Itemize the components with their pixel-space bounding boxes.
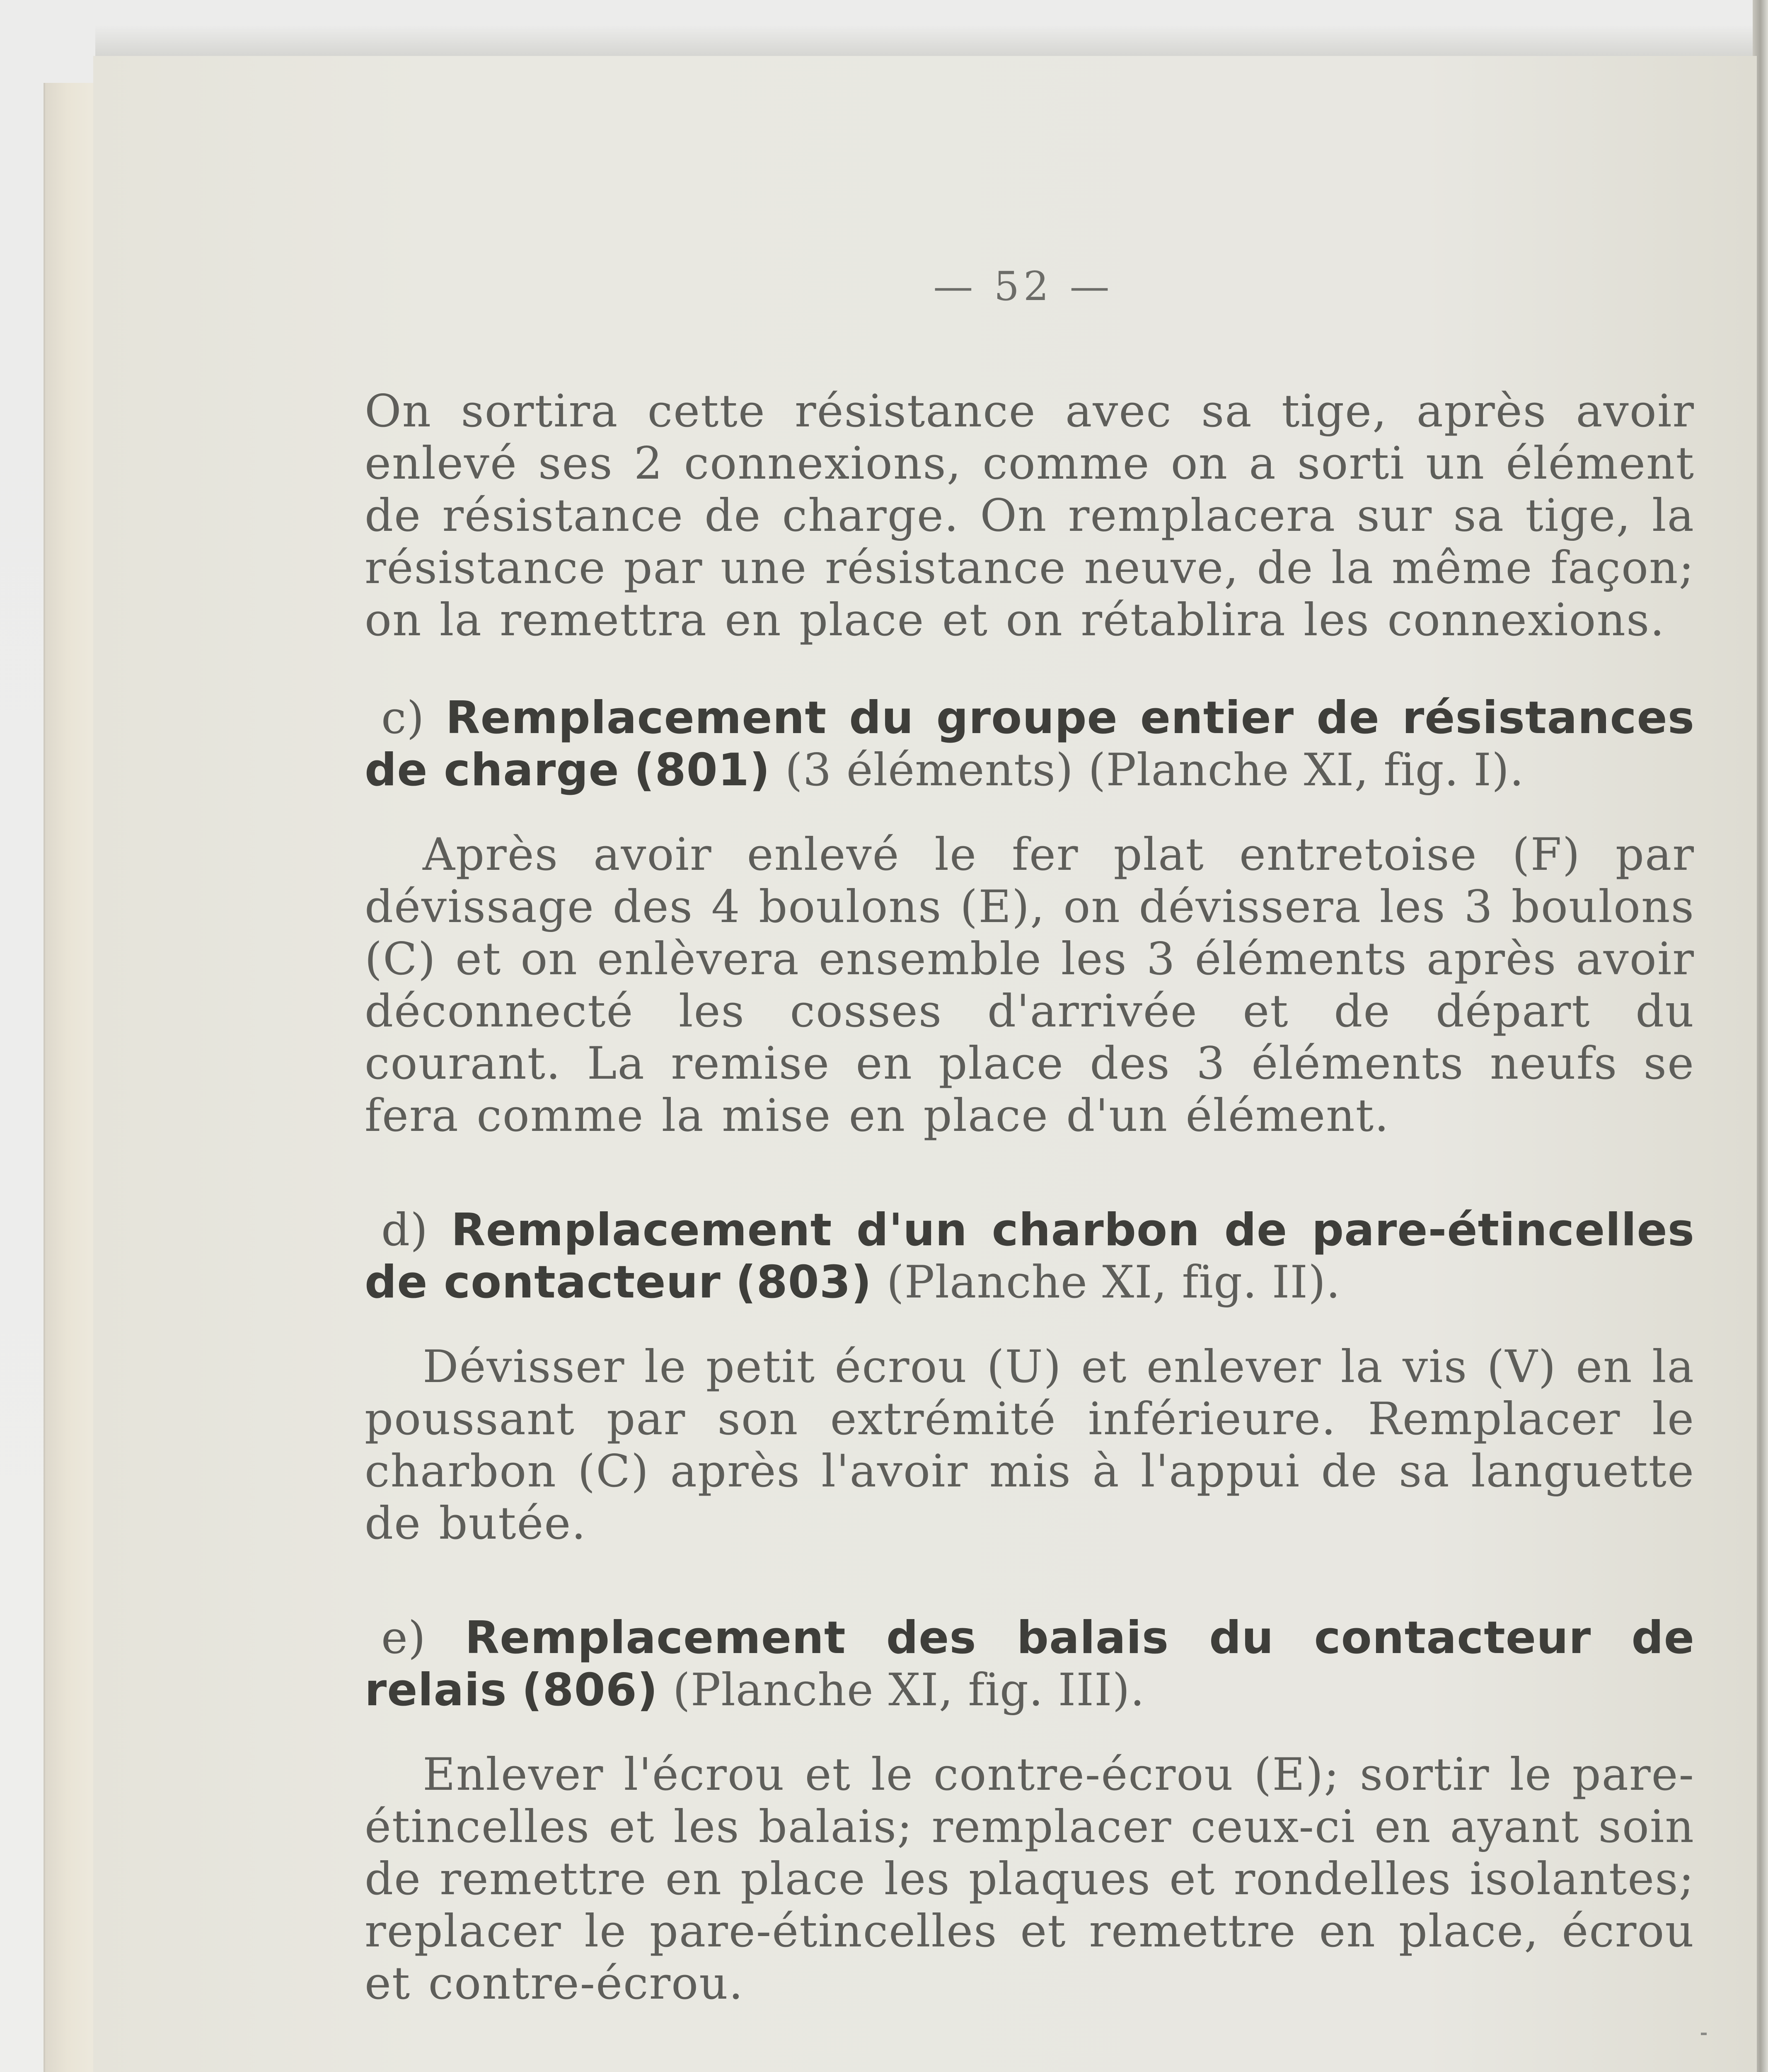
section-paragraph: Dévisser le petit écrou (U) et enlever la vis (V) en la poussant par son extrémité inférieure. Remplacer le charbon (C) après l'avoir mis à l'appui de sa languette de butée. xyxy=(365,1341,1695,1549)
section-letter: c) xyxy=(381,692,425,744)
section-e xyxy=(365,1612,1695,2010)
section-title: Remplacement d'un charbon de pare-étincelles de contacteur xyxy=(365,1204,1695,1308)
section-reference: (801) xyxy=(634,744,771,796)
section-paragraph: Après avoir enlevé le fer plat entretoise (F) par dévissage des 4 boulons (E), on dévissera les 3 boulons (C) et on enlèvera ensemble les 3 éléments après avoir déconnecté les cosses d'arrivée et de départ du courant. La remise en place des 3 éléments neufs se fera comme la mise en place d'un élément. xyxy=(365,829,1695,1142)
section-c xyxy=(365,692,1695,1142)
text-column xyxy=(365,385,1695,2072)
section-suffix: (3 éléments) (Planche XI, fig. I). xyxy=(785,744,1524,796)
section-d xyxy=(365,1204,1695,1550)
page-number: — 52 — xyxy=(933,263,1114,310)
section-title: Remplacement des balais du contacteur de relais xyxy=(365,1612,1695,1716)
section-suffix: (Planche XI, fig. III). xyxy=(672,1664,1145,1716)
section-suffix: (Planche XI, fig. II). xyxy=(886,1256,1341,1308)
section-title: Remplacement du groupe entier de résistances de charge xyxy=(365,692,1695,796)
section-heading xyxy=(365,1612,1695,1716)
section-letter: e) xyxy=(381,1612,426,1664)
section-paragraph: Enlever l'écrou et le contre-écrou (E); sortir le pare-étincelles et les balais; remplacer ceux-ci en ayant soin de remettre en place les plaques et rondelles isolantes; replacer le pare-étincelles et remettre en place, écrou et contre-écrou. xyxy=(365,1749,1695,2009)
section-letter: d) xyxy=(381,1204,428,1256)
section-heading xyxy=(365,1204,1695,1309)
intro-paragraph: On sortira cette résistance avec sa tige, après avoir enlevé ses 2 connexions, comme on a sorti un élément de résistance de charge. On remplacera sur sa tige, la résistance par une résistance neuve, de la même façon; on la remettra en place et on rétablira les connexions. xyxy=(365,385,1695,646)
section-reference: (806) xyxy=(522,1664,658,1716)
margin-mark xyxy=(1701,2033,1707,2035)
section-heading xyxy=(365,692,1695,796)
section-reference: (803) xyxy=(735,1256,872,1308)
